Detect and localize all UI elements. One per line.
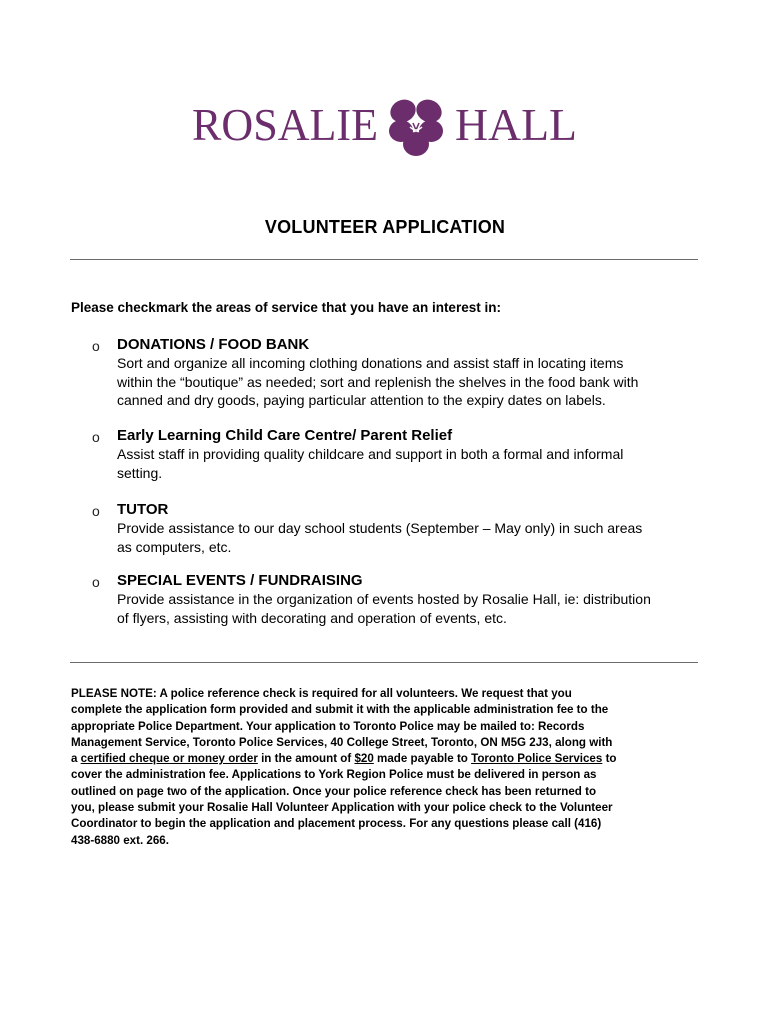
checkbox-child-care[interactable]: o — [92, 429, 100, 445]
description-line: canned and dry goods, paying particular attention to the expiry dates on labels. — [117, 392, 606, 408]
divider-bottom — [70, 662, 698, 663]
note-line: Coordinator to begin the application and placement process. For any questions please call (416) — [71, 817, 602, 831]
note-line: you, please submit your Rosalie Hall Volunteer Application with your police check to the Volunteer — [71, 801, 613, 815]
note-text: in the amount of — [257, 752, 355, 766]
note-line: appropriate Police Department. Your application to Toronto Police may be mailed to: Records — [71, 719, 585, 733]
description-line: within the “boutique” as needed; sort and replenish the shelves in the food bank with — [117, 373, 639, 390]
divider-top — [70, 259, 698, 260]
description-line: Sort and organize all incoming clothing donations and assist staff in locating items — [117, 355, 624, 371]
checkbox-donations[interactable]: o — [92, 338, 100, 354]
logo-text-hall: HALL — [455, 99, 577, 150]
note-line: cover the administration fee. Applications to York Region Police must be delivered in person as — [71, 768, 597, 782]
note-text: to — [602, 752, 617, 766]
description-line: Provide assistance in the organization of events hosted by Rosalie Hall, ie: distribution — [117, 591, 651, 607]
service-name: TUTOR — [117, 501, 169, 518]
payee-underlined: Toronto Police Services — [471, 752, 603, 766]
note-line: Management Service, Toronto Police Services, 40 College Street, Toronto, ON M5G 2J3, along with — [71, 735, 613, 749]
service-name: DONATIONS / FOOD BANK — [117, 336, 310, 353]
note-line — [71, 751, 699, 767]
service-description — [117, 354, 697, 410]
payment-method-underlined: certified cheque or money order — [80, 752, 258, 766]
description-line: Provide assistance to our day school students (September – May only) in such areas — [117, 520, 643, 536]
note-line: 438-6880 ext. 266. — [71, 833, 169, 847]
service-description — [117, 590, 697, 627]
logo-graphic — [0, 92, 770, 160]
rosalie-hall-logo — [0, 92, 770, 160]
service-interest-prompt: Please checkmark the areas of service that you have an interest in: — [71, 300, 501, 315]
description-line: setting. — [117, 464, 163, 481]
description-line: as computers, etc. — [117, 538, 232, 555]
note-line: complete the application form provided and submit it with the applicable administration fee to the — [71, 703, 609, 717]
checkbox-special-events[interactable]: o — [92, 574, 100, 590]
description-line: of flyers, assisting with decorating and operation of events, etc. — [117, 609, 507, 626]
description-line: Assist staff in providing quality childcare and support in both a formal and informal — [117, 446, 624, 462]
note-text: made payable to — [373, 752, 472, 766]
note-line: outlined on page two of the application. Once your police reference check has been returned to — [71, 784, 597, 798]
service-description — [117, 445, 697, 482]
violet-flower-icon — [387, 96, 446, 156]
service-description — [117, 519, 697, 556]
checkbox-tutor[interactable]: o — [92, 503, 100, 519]
note-line: PLEASE NOTE: A police reference check is required for all volunteers. We request that you — [71, 687, 572, 700]
service-name: SPECIAL EVENTS / FUNDRAISING — [117, 572, 363, 589]
police-check-note — [71, 686, 699, 849]
note-text: a — [71, 752, 81, 766]
service-name: Early Learning Child Care Centre/ Parent Relief — [117, 427, 453, 444]
fee-amount-underlined: $20 — [354, 752, 374, 766]
logo-text-rosalie: ROSALIE — [192, 99, 378, 150]
page-title: VOLUNTEER APPLICATION — [264, 217, 506, 237]
